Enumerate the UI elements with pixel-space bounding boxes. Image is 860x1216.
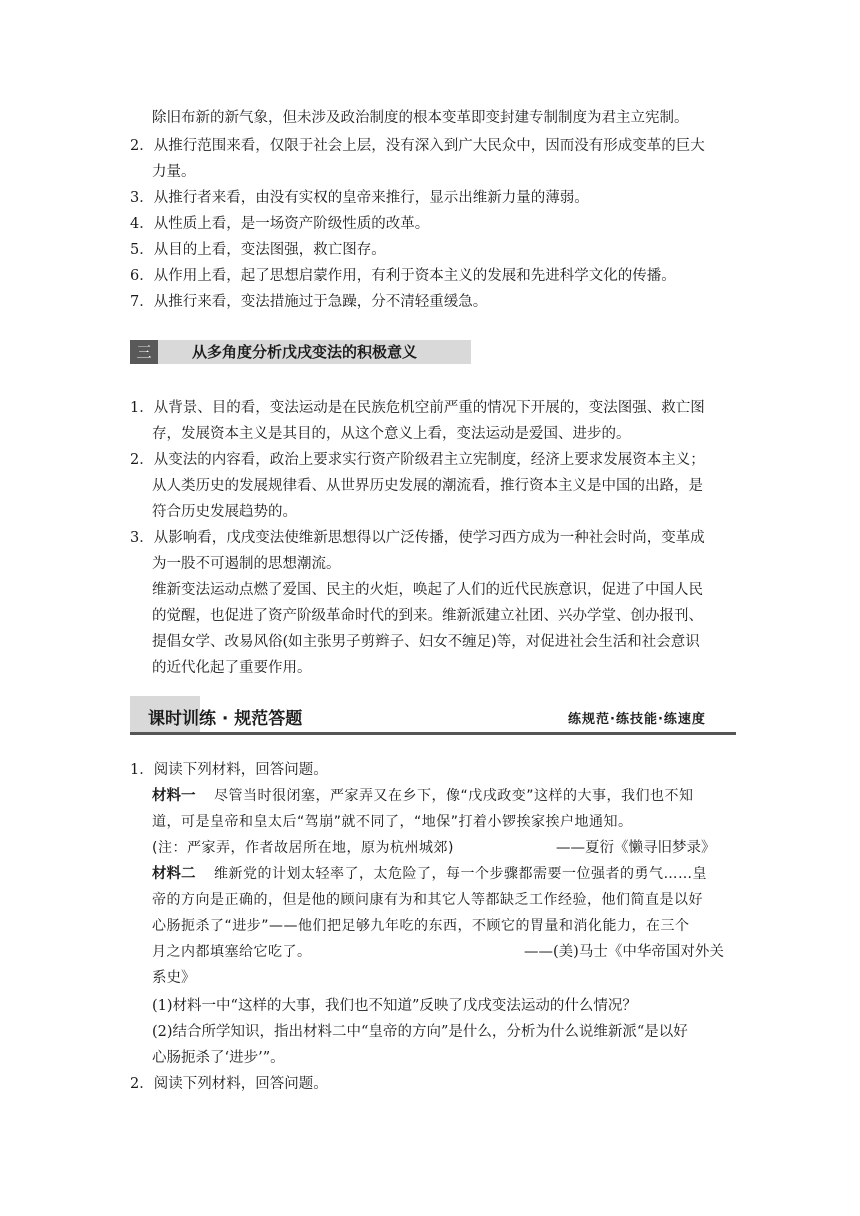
section3-item-3-continuation: 为一股不可遏制的思想潮流。 (152, 556, 341, 572)
sub-question-2-continuation: 心肠扼杀了‘进步’”。 (152, 1050, 285, 1066)
section3-item-2: 2．从变法的内容看，政治上要求实行资产阶级君主立宪制度，经济上要求发展资本主义； (130, 452, 705, 468)
sub-question-1: (1)材料一中“这样的大事，我们也不知道”反映了戊戌变法运动的什么情况？ (152, 998, 637, 1014)
list-item-3: 3．从推行者来看，由没有实权的皇帝来推行，显示出维新力量的薄弱。 (130, 190, 589, 206)
question-1: 1．阅读下列材料，回答问题。 (130, 762, 328, 778)
section3-paragraph: 的觉醒，也促进了资产阶级革命时代的到来。维新派建立社团、兴办学堂、创办报刊、 (152, 608, 703, 624)
list-item-5: 5．从目的上看，变法图强，救亡图存。 (130, 242, 386, 258)
material-2-text: 心肠扼杀了“进步”——他们把足够九年吃的东西，不顾它的胃量和消化能力，在三个 (152, 918, 690, 934)
material-1-text: 道，可是皇帝和皇太后“驾崩”就不同了，“地保”打着小锣挨家挨户地通知。 (152, 814, 633, 830)
section-title: 从多角度分析戊戌变法的积极意义 (192, 343, 418, 361)
material-2-text: 月之内都填塞给它吃了。 (152, 944, 312, 960)
material-2-text: 维新党的计划太轻率了，太危险了，每一个步骤都需要一位强者的勇气……皇 (214, 866, 707, 882)
list-item-7: 7．从推行来看，变法措施过于急躁，分不清轻重缓急。 (130, 294, 488, 310)
list-item-6: 6．从作用上看，起了思想启蒙作用，有利于资本主义的发展和先进科学文化的传播。 (130, 268, 676, 284)
practice-subtitle: 练规范·练技能·练速度 (568, 712, 706, 727)
material-1-source: ——夏衍《懒寻旧梦录》 (556, 840, 716, 856)
list-item-2: 2．从推行范围来看，仅限于社会上层，没有深入到广大民众中，因而没有形成变革的巨大 (130, 138, 705, 154)
section3-item-2-continuation: 从人类历史的发展规律看、从世界历史发展的潮流看，推行资本主义是中国的出路，是 (152, 478, 703, 494)
section-number-badge: 三 (130, 340, 158, 364)
material-1-note: (注：严家弄，作者故居所在地，原为杭州城郊) (152, 840, 454, 856)
practice-divider (130, 732, 736, 735)
material-1-text: 尽管当时很闭塞，严家弄又在乡下，像“戊戌政变”这样的大事，我们也不知 (214, 788, 694, 804)
material-2-label: 材料二 (152, 866, 196, 882)
section3-item-1: 1．从背景、目的看，变法运动是在民族危机空前严重的情况下开展的，变法图强、救亡图 (130, 400, 705, 416)
material-2-source-continuation: 系史》 (152, 970, 196, 986)
material-2-text: 帝的方向是正确的，但是他的顾问康有为和其它人等都缺乏工作经验，他们简直是以好 (152, 892, 703, 908)
section3-item-2-continuation: 符合历史发展趋势的。 (152, 504, 297, 520)
sub-question-2: (2)结合所学知识，指出材料二中“皇帝的方向”是什么，分析为什么说维新派“是以好 (152, 1024, 688, 1040)
question-2: 2．阅读下列材料，回答问题。 (130, 1076, 328, 1092)
list-item-1-continuation: 除旧布新的新气象，但未涉及政治制度的根本变革即变封建专制制度为君主立宪制。 (152, 110, 689, 126)
section3-paragraph: 维新变法运动点燃了爱国、民主的火炬，唤起了人们的近代民族意识，促进了中国人民 (152, 582, 703, 598)
material-1-label: 材料一 (152, 788, 196, 804)
material-2-source: ——(美)马士《中华帝国对外关 (524, 944, 724, 960)
list-item-2-continuation: 力量。 (152, 164, 196, 180)
section3-item-1-continuation: 存，发展资本主义是其目的，从这个意义上看，变法运动是爱国、进步的。 (152, 426, 631, 442)
practice-title: 课时训练 · 规范答题 (148, 709, 303, 729)
list-item-4: 4．从性质上看，是一场资产阶级性质的改革。 (130, 216, 430, 232)
section3-paragraph: 提倡女学、改易风俗(如主张男子剪辫子、妇女不缠足)等，对促进社会生活和社会意识 (152, 634, 700, 650)
section3-item-3: 3．从影响看，戊戌变法使维新思想得以广泛传播，使学习西方成为一种社会时尚，变革成 (130, 530, 705, 546)
section-header (130, 340, 471, 364)
section3-paragraph: 的近代化起了重要作用。 (152, 660, 312, 676)
